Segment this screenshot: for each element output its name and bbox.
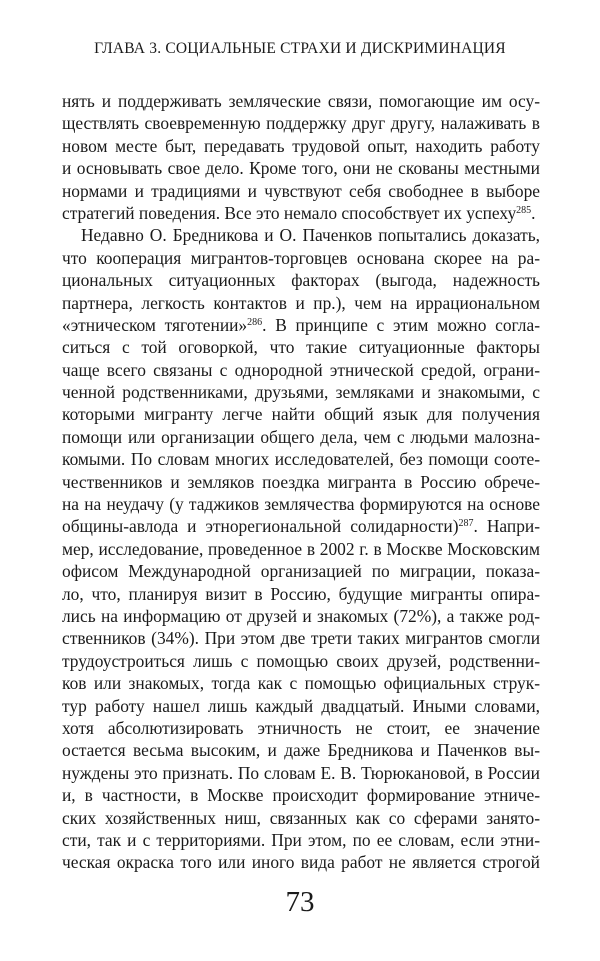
text-line (62, 90, 540, 112)
text-line (62, 739, 540, 761)
text-line (62, 314, 540, 336)
line-text: нять и поддерживать земляческие связи, помогающие им осу- (62, 91, 540, 111)
text-line (62, 829, 540, 851)
text-line (62, 471, 540, 493)
line-text: и, в частности, в Москве происходит формирование этниче- (62, 785, 540, 806)
line-text: . (531, 202, 536, 223)
line-text: на на неудачу (у таджиков землячества формируются на основе (62, 494, 540, 515)
text-line (62, 583, 540, 605)
text-line (62, 336, 540, 358)
text-line (62, 493, 540, 515)
text-line (62, 762, 540, 784)
text-line (62, 717, 540, 739)
paragraph (62, 90, 540, 224)
footnote-reference[interactable]: 287 (458, 518, 474, 530)
text-line (62, 627, 540, 649)
text-line (62, 269, 540, 291)
footnote-reference[interactable]: 285 (516, 204, 532, 216)
line-text: комыми. По словам многих исследователей, без помощи сооте- (62, 449, 540, 470)
line-text: «этническом тяготении» (62, 314, 248, 335)
line-text: нуждены это признать. По словам Е. В. Тюрюкановой, в России (62, 762, 540, 783)
line-text: ственников (34%). При этом две трети таких мигрантов смогли (62, 628, 540, 649)
line-text: общины-авлода и этнорегиональной солидарности) (62, 516, 459, 537)
line-text: что кооперация мигрантов-торговцев основана скорее на ра- (62, 247, 540, 268)
line-text: лись на информацию от друзей и знакомых (72%), а также род- (62, 605, 540, 626)
line-text: . Напри- (473, 516, 541, 537)
text-line (62, 247, 540, 269)
text-line (62, 202, 540, 224)
line-text: и основывать свое дело. Кроме того, они не скованы местными (62, 158, 540, 179)
line-text: офисом Международной организацией по миграции, показа- (62, 561, 540, 582)
text-line (62, 180, 540, 202)
text-line (62, 807, 540, 829)
line-text: хотя абсолютизировать этничность не стоит, ее значение (62, 717, 540, 738)
line-text: ситься с той оговоркой, что такие ситуационные факторы (62, 337, 540, 358)
line-text: новом месте быт, передавать трудовой опыт, находить работу (62, 135, 540, 156)
text-line (62, 403, 540, 425)
text-line (62, 672, 540, 694)
line-text: нормами и традициями и чувствуют себя свободнее в выборе (62, 180, 540, 201)
line-text: которыми мигранту легче найти общий язык для получения (62, 404, 540, 425)
text-line (62, 157, 540, 179)
line-text: ло, что, планируя визит в Россию, будущие мигранты опира- (62, 583, 540, 604)
text-line (62, 851, 540, 873)
line-text: чественников и земляков поездка мигранта в Россию обрече- (62, 471, 540, 492)
line-text: ческая окраска того или иного вида работ не является строгой (62, 852, 540, 873)
line-text: сти, так и с территориями. При этом, по ее словам, если этни- (62, 829, 540, 850)
line-text: тур работу нашел лишь каждый двадцатый. Иными словами, (62, 695, 540, 716)
text-line (62, 560, 540, 582)
line-text: . В принципе с этим можно согла- (262, 314, 540, 335)
line-text: партнера, легкость контактов и пр.), чем на иррациональном (62, 292, 540, 313)
line-text: остается весьма высоким, и даже Бредникова и Паченков вы- (62, 740, 540, 761)
text-line (62, 515, 540, 537)
text-line (62, 650, 540, 672)
line-text: стратегий поведения. Все это немало способствует их успеху (62, 202, 517, 223)
line-text: циональных ситуационных факторах (выгода, надежность (62, 270, 540, 291)
text-line (62, 135, 540, 157)
body-text (62, 90, 540, 874)
text-line (62, 426, 540, 448)
text-line (62, 448, 540, 470)
line-text: ков или знакомых, тогда как с помощью официальных струк- (62, 673, 540, 694)
text-line (62, 359, 540, 381)
line-text: помощи или организации общего дела, чем с людьми малозна- (62, 426, 540, 447)
paragraph (62, 224, 540, 873)
running-header: ГЛАВА 3. СОЦИАЛЬНЫЕ СТРАХИ И ДИСКРИМИНАЦИЯ (94, 40, 506, 57)
text-line (62, 538, 540, 560)
text-line (62, 605, 540, 627)
text-line (62, 784, 540, 806)
line-text: Недавно О. Бредникова и О. Паченков попытались доказать, (81, 225, 540, 246)
text-line (62, 224, 540, 246)
line-text: мер, исследование, проведенное в 2002 г. в Москве Московским (62, 538, 540, 559)
text-line (62, 695, 540, 717)
line-text: чаще всего связаны с однородной этнической средой, ограни- (62, 359, 540, 380)
page-number: 73 (285, 886, 315, 918)
line-text: ских хозяйственных ниш, связанных как со сферами занято- (62, 807, 540, 828)
text-line (62, 112, 540, 134)
text-line (62, 381, 540, 403)
line-text: ченной родственниками, друзьями, земляками и знакомыми, с (62, 382, 540, 403)
text-line (62, 292, 540, 314)
line-text: ществлять своевременную поддержку друг другу, налаживать в (62, 113, 540, 134)
line-text: трудоустроиться лишь с помощью своих друзей, родственни- (62, 650, 540, 671)
footnote-reference[interactable]: 286 (247, 316, 263, 328)
